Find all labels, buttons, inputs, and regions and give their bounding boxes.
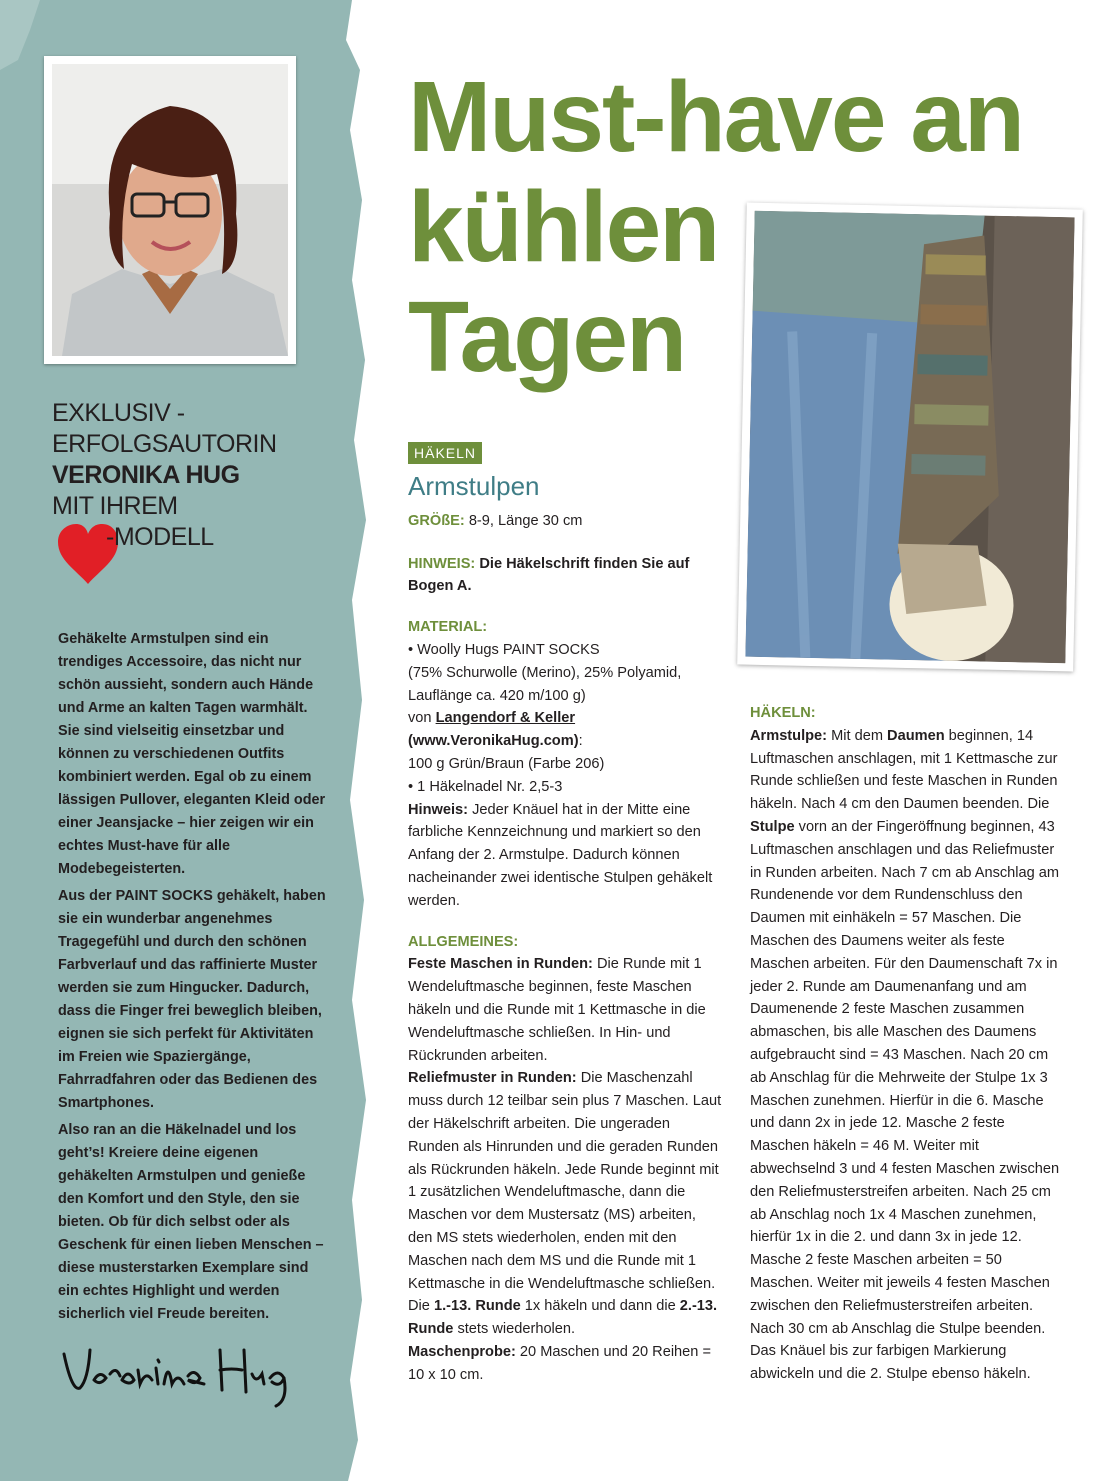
author-intro bbox=[52, 398, 352, 586]
material-line: (75% Schurwolle (Merino), 25% Polyamid, bbox=[408, 664, 682, 681]
instructions-text: vorn an der Fingeröffnung beginnen, 43 Luftmaschen anschlagen und das Reliefmuster in Runden arbeiten. Nach 7 cm ab Anschlag am Rundenende vor dem Rundenschluss den Daumen mit einhäkeln = 57 Maschen. Die Maschen des Daumens weiter als feste Maschen arbeiten. Für den Daumenschaft 7x in jeder 2. Runde am Daumenanfang und am Daumenende 2 feste Maschen zusammen abmaschen, bis alle Maschen des Daumens aufgebraucht sind = 43 Maschen. Nach 20 cm ab Anschlag für die Mehrweite der Stulpe 1x 3 Maschen zunehmen. Hierfür in die 6. Masche und dann 2x in jede 12. Masche 2 feste Maschen häkeln = 46 M. Weiter mit abwechselnd 3 und 4 festen Maschen zwischen den Reliefmusterstreifen arbeiten. Nach 25 cm ab Anschlag noch 1x 4 Maschen zunehmen, hierfür 1x in die 2. und dann 3x in jede 12. Masche 2 feste Maschen arbeiten = 50 Maschen. Weiter mit jeweils 4 festen Maschen zwischen den Reliefmusterstreifen arbeiten. Nach 30 cm ab Anschlag die Stulpe beenden. Das Knäuel bis zur farbigen Markierung abwickeln und die 2. Stulpe ebenso häkeln. bbox=[750, 818, 1060, 1383]
general-label: ALLGEMEINES: bbox=[408, 933, 519, 950]
daumen-term: Daumen bbox=[887, 727, 945, 744]
pattern-column-2 bbox=[750, 702, 1064, 1386]
product-photo bbox=[737, 203, 1083, 672]
instructions-text: Mit dem bbox=[827, 727, 888, 744]
sidebar bbox=[0, 0, 368, 1481]
sidebar-intro-text bbox=[58, 628, 330, 1330]
sidebar-paragraph: Aus der PAINT SOCKS gehäkelt, haben sie ein wunderbar angenehmes Tragegefühl und durch den schönen Farbverlauf und das raffinierte Muster werden sie zum Hingucker. Dadurch, dass die Finger frei beweglich bleiben, eignen sie sich perfekt für Aktivitäten im Freien wie Spaziergänge, Fahrradfahren oder das Bedienen des Smartphones. bbox=[58, 888, 326, 1111]
pattern-column-1 bbox=[408, 442, 722, 1386]
size-value: 8-9, Länge 30 cm bbox=[464, 512, 583, 529]
material-label: MATERIAL: bbox=[408, 619, 488, 636]
signature-image bbox=[60, 1340, 300, 1410]
relief-round-1: 1.-13. Runde bbox=[433, 1298, 521, 1315]
headline-line-3: Tagen bbox=[408, 281, 686, 393]
website-link[interactable]: (www.VeronikaHug.com) bbox=[408, 733, 579, 750]
brand-link[interactable]: Langendorf & Keller bbox=[435, 710, 576, 727]
author-portrait bbox=[44, 56, 296, 364]
material-line: Lauflänge ca. 420 m/100 g) bbox=[408, 687, 586, 704]
note-text: Jeder Knäuel hat in der Mitte eine farbliche Kennzeichnung und markiert so den Anfang der 2. Armstulpe. Dadurch können nacheinander zwei identische Stulpen gehäkelt werden. bbox=[408, 801, 713, 909]
author-name: VERONIKA HUG bbox=[52, 461, 240, 489]
size-label: GRÖßE: bbox=[408, 512, 465, 529]
relief-label: Reliefmuster in Runden: bbox=[408, 1070, 577, 1087]
gauge-label: Maschenprobe: bbox=[408, 1343, 516, 1360]
headline-line-2: kühlen bbox=[408, 171, 719, 283]
hint-value: Die Häkelschrift finden Sie auf Bogen A. bbox=[408, 555, 690, 595]
exclusive-line-1: EXKLUSIV - bbox=[52, 399, 185, 427]
rounds-label: Feste Maschen in Runden: bbox=[408, 956, 593, 973]
hint-label: HINWEIS: bbox=[408, 555, 476, 572]
headline-line-1: Must-have an bbox=[408, 61, 1024, 173]
gauge-text: 20 Maschen und 20 Reihen = 10 x 10 cm. bbox=[408, 1343, 711, 1383]
armstulpe-label: Armstulpe: bbox=[750, 727, 828, 744]
von-text: von bbox=[408, 710, 436, 727]
rounds-text: Die Runde mit 1 Wendeluftmasche beginnen, feste Maschen häkeln und die Runde mit 1 Kettmasche in die Wendeluftmasche schließen. In Hin- und Rückrunden arbeiten. bbox=[408, 956, 706, 1064]
material-line: • Woolly Hugs PAINT SOCKS bbox=[408, 641, 600, 658]
exclusive-line-2: ERFOLGSAUTORIN bbox=[52, 430, 277, 458]
relief-text: Die Maschenzahl muss durch 12 teilbar sein plus 7 Maschen. Laut der Häkelschrift arbeiten. Die ungeraden Runden als Hinrunden und die geraden Runden als Rückrunden häkeln. Jede Runde beginnt mit 1 zusätzlichen Wendeluftmasche, dann die Maschen vor dem Mustersatz (MS) arbeiten, den MS stets wiederholen, enden mit den Maschen nach dem MS und die Runde mit 1 Kettmasche in die Wendeluftmasche schließen. Die bbox=[408, 1070, 722, 1315]
category-tag: HÄKELN bbox=[408, 442, 482, 464]
sidebar-paragraph: Gehäkelte Armstulpen sind ein trendiges Accessoire, das nicht nur schön aussieht, sondern auch Hände und Arme an kalten Tagen warmhält. Sie sind vielseitig einsetzbar und können zu verschiedenen Outfits kombiniert werden. Egal ob zu einem lässigen Pullover, eleganten Kleid oder einer Jeansjacke – hier zeigen wir ein echtes Must-have für alle Modebegeisterten. bbox=[58, 631, 326, 877]
relief-end: stets wiederholen. bbox=[453, 1321, 576, 1338]
author-signature bbox=[60, 1340, 300, 1415]
material-line: • 1 Häkelnadel Nr. 2,5-3 bbox=[408, 778, 563, 795]
relief-mid: 1x häkeln und dann die bbox=[520, 1298, 680, 1315]
website-colon: : bbox=[578, 733, 583, 750]
mit-ihrem-line: MIT IHREM bbox=[52, 492, 178, 520]
model-suffix: -MODELL bbox=[106, 523, 214, 551]
relief-round-2: 2.-13. Runde bbox=[408, 1298, 718, 1338]
instructions-text: beginnen, 14 Luftmaschen anschlagen, mit 1 Kettmasche zur Runde schließen und feste Maschen in Runden häkeln. Nach 4 cm den Daumen beenden. Die bbox=[750, 727, 1058, 813]
sidebar-paragraph: Also ran an die Häkelnadel und los geht’s! Kreiere deine eigenen gehäkelten Armstulpen und genieße den Komfort und den Style, den sie bieten. Ob für dich selbst oder als Geschenk für einen lieben Menschen – diese musterstarken Exemplare sind ein echtes Highlight und werden sicherlich viel Freude bereiten. bbox=[58, 1122, 324, 1322]
crochet-label: HÄKELN: bbox=[750, 705, 816, 721]
pattern-title: Armstulpen bbox=[408, 470, 540, 501]
note-label: Hinweis: bbox=[408, 801, 469, 818]
material-line: 100 g Grün/Braun (Farbe 206) bbox=[408, 755, 605, 772]
stulpe-term: Stulpe bbox=[750, 818, 795, 835]
